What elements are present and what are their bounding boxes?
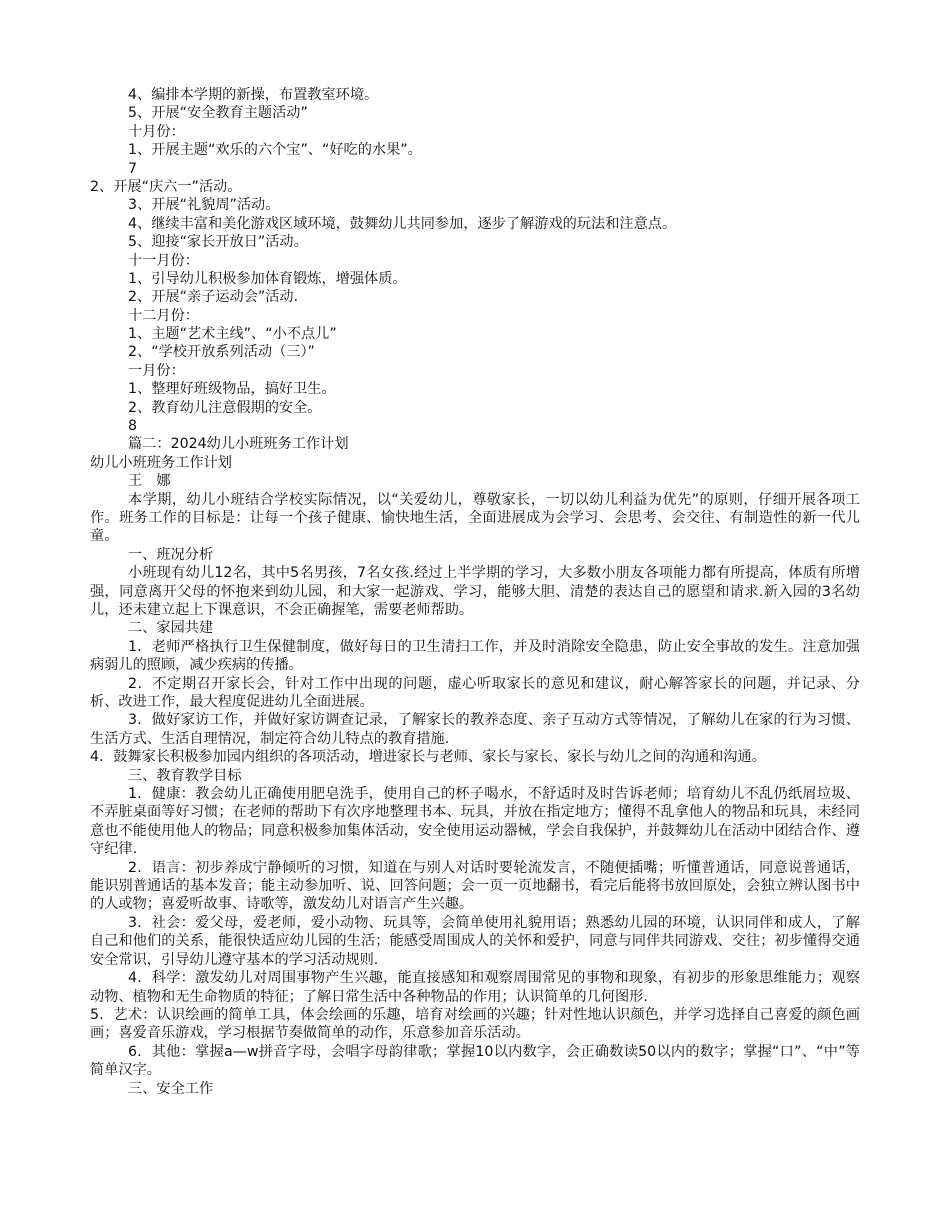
month-heading: 十月份： bbox=[128, 123, 185, 140]
section-heading: 二、家园共建 bbox=[128, 620, 214, 637]
class-analysis-paragraph: 小班现有幼儿12名，其中5名男孩，7名女孩.经过上半学期的学习，大多数小朋友各项能力都有所提高，体质有所增强，同意离开父母的怀抱来到幼儿园，和大家一起游戏、学习，能够大胆、清楚的表达自己的愿望和请求.新入园的3名幼儿，还未建立起上下课意识，不会正确握笔，需要老师帮助。 bbox=[90, 565, 860, 619]
section-heading: 三、安全工作 bbox=[128, 1080, 214, 1097]
list-item: 1．老师严格执行卫生保健制度，做好每日的卫生清扫工作，并及时消除安全隐患，防止安全事故的发生。注意加强病弱儿的照顾，减少疾病的传播。 bbox=[90, 638, 860, 674]
text-line: 1、主题“艺术主线”、“小不点儿” bbox=[128, 326, 337, 343]
chapter-heading: 篇二：2024幼儿小班班务工作计划 bbox=[128, 436, 349, 453]
list-item: 1．健康：教会幼儿正确使用肥皂洗手，使用自己的杯子喝水，不舒适时及时告诉老师；培育幼儿不乱仍纸屑垃圾、不弄脏桌面等好习惯；在老师的帮助下有次序地整理书本、玩具，并放在指定地方；懂得不乱拿他人的物品和玩具，未经同意也不能使用他人的物品；同意积极参加集体活动，安全使用运动器械，学会自我保护，并鼓舞幼儿在活动中团结合作、遵守纪律. bbox=[90, 786, 860, 858]
page-number: 8 bbox=[128, 418, 138, 435]
list-item: 3．做好家访工作，并做好家访调查记录，了解家长的教养态度、亲子互动方式等情况，了解幼儿在家的行为习惯、生活方式、生活自理情况，制定符合幼儿特点的教育措施. bbox=[90, 712, 860, 747]
month-heading: 十二月份： bbox=[128, 307, 199, 324]
intro-paragraph: 本学期，幼儿小班结合学校实际情况，以“关爱幼儿，尊敬家长，一切以幼儿利益为优先”的原则，仔细开展各项工作。班务工作的目标是：让每一个孩子健康、愉快地生活，全面进展成为会学习、会思考、会交往、有制造性的新一代儿童。 bbox=[90, 491, 860, 545]
text-line: 2、教育幼儿注意假期的安全。 bbox=[128, 399, 322, 416]
text-line: 4、继续丰富和美化游戏区域环境，鼓舞幼儿共同参加，逐步了解游戏的玩法和注意点。 bbox=[128, 215, 677, 232]
list-item: 4．鼓舞家长积极参加园内组织的各项活动，增进家长与老师、家长与家长、家长与幼儿之间的沟通和沟通。 bbox=[90, 749, 766, 766]
text-line: 1、引导幼儿积极参加体育锻炼，增强体质。 bbox=[128, 270, 407, 287]
text-line: 2、开展“亲子运动会”活动. bbox=[128, 289, 299, 306]
list-item: 5．艺术：认识绘画的简单工具，体会绘画的乐趣，培育对绘画的兴趣；针对性地认识颜色，并学习选择自己喜爱的颜色画画；喜爱音乐游戏，学习根据节奏做简单的动作，乐意参加音乐活动。 bbox=[90, 1006, 860, 1042]
author-name: 王 娜 bbox=[128, 473, 171, 490]
section-heading: 三、教育教学目标 bbox=[128, 767, 242, 784]
text-line: 5、开展“安全教育主题活动” bbox=[128, 105, 308, 122]
text-line: 2、“学校开放系列活动（三）” bbox=[128, 344, 315, 361]
section-heading: 一、班况分析 bbox=[128, 546, 214, 563]
text-line: 3、开展“礼貌周”活动。 bbox=[128, 197, 280, 214]
list-item: 2．语言：初步养成宁静倾听的习惯，知道在与别人对话时要轮流发言，不随便插嘴；听懂普通话，同意说普通话，能识别普通话的基本发音；能主动参加听、说、回答问题；会一页一页地翻书，看完后能将书放回原处，会独立辨认图书中的人或物；喜爱听故事、诗歌等，激发幼儿对语言产生兴趣。 bbox=[90, 859, 860, 913]
list-item: 6．其他：掌握a—w拼音字母，会唱字母韵律歌；掌握10以内数字，会正确数读50以内的数字；掌握“口”、“中”等简单汉字。 bbox=[90, 1043, 860, 1079]
document-title: 幼儿小班班务工作计划 bbox=[90, 454, 232, 471]
list-item: 4．科学：激发幼儿对周围事物产生兴趣，能直接感知和观察周围常见的事物和现象，有初步的形象思维能力；观察动物、植物和无生命物质的特征；了解日常生活中各种物品的作用；认识简单的几何图形. bbox=[90, 970, 860, 1005]
month-heading: 一月份： bbox=[128, 362, 185, 379]
text-line: 2、开展“庆六一”活动。 bbox=[90, 178, 242, 195]
month-heading: 十一月份： bbox=[128, 252, 199, 269]
text-line: 5、迎接“家长开放日”活动。 bbox=[128, 234, 308, 251]
list-item: 2．不定期召开家长会，针对工作中出现的问题，虚心听取家长的意见和建议，耐心解答家长的问题，并记录、分析、改进工作，最大程度促进幼儿全面进展。 bbox=[90, 675, 860, 711]
text-line: 4、编排本学期的新操，布置教室环境。 bbox=[128, 87, 379, 103]
list-item: 3．社会：爱父母，爱老师，爱小动物、玩具等，会简单使用礼貌用语；熟悉幼儿园的环境，认识同伴和成人，了解自己和他们的关系，能很快适应幼儿园的生活；能感受周围成人的关怀和爱护，同意与同伴共同游戏、交往；初步懂得交通安全常识，引导幼儿遵守基本的学习活动规则. bbox=[90, 914, 860, 968]
page-number: 7 bbox=[128, 160, 138, 177]
document-body bbox=[90, 86, 860, 1098]
text-line: 1、整理好班级物品，搞好卫生。 bbox=[128, 381, 336, 398]
text-line: 1、开展主题“欢乐的六个宝”、“好吃的水果”。 bbox=[128, 142, 422, 159]
